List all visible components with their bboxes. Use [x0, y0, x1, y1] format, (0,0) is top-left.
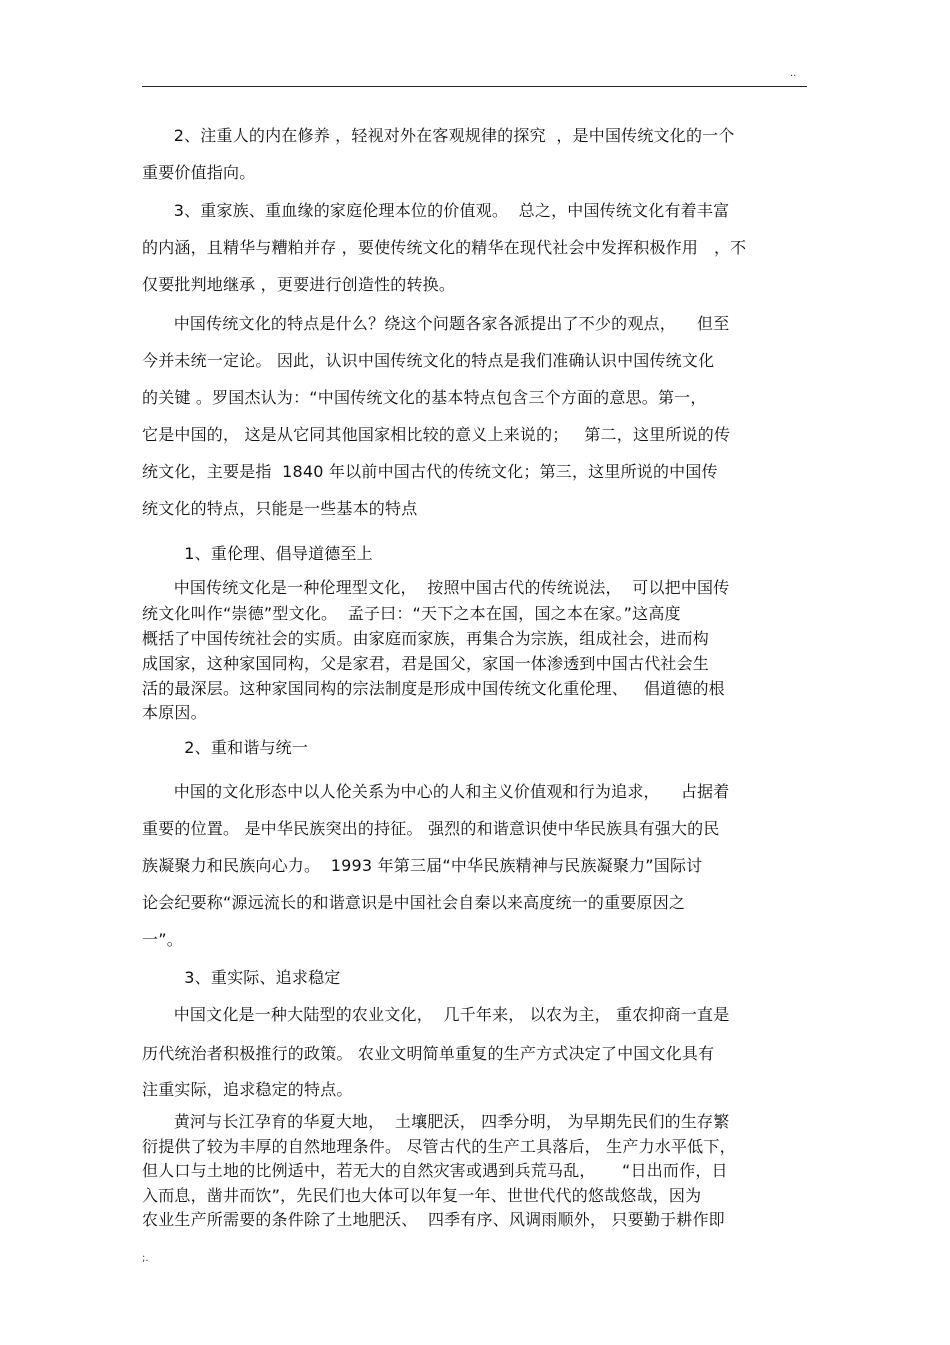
header-rule: [142, 86, 807, 87]
text-line: 3、重家族、重血缘的家庭伦理本位的价值观。 总之，中国传统文化有着丰富: [142, 201, 730, 220]
text-line: 一”。: [142, 930, 183, 949]
text-line: 统文化叫作“崇德”型文化。 孟子曰：“天下之本在国，国之本在家。”这高度: [142, 604, 681, 623]
footer-mark: ;.: [142, 1253, 149, 1264]
text-line: 活的最深层。这种家国同构的宗法制度是形成中国传统文化重伦理、 倡道德的根: [142, 679, 725, 698]
text-line: 中国的文化形态中以人伦关系为中心的人和主义价值观和行为追求， 占据着: [142, 782, 730, 801]
text-line: 黄河与长江孕育的华夏大地， 土壤肥沃， 四季分明， 为早期先民们的生存繁: [142, 1112, 730, 1131]
text-line: 2、注重人的内在修养 ，轻视对外在客观规律的探究 ，是中国传统文化的一个: [142, 126, 735, 145]
text-line: 今并未统一定论。 因此，认识中国传统文化的特点是我们准确认识中国传统文化: [142, 351, 715, 370]
text-line: 统文化的特点，只能是一些基本的特点: [142, 499, 418, 518]
text-line: 入而息，凿井而饮”，先民们也大体可以年复一年、世世代代的悠哉悠哉，因为: [142, 1186, 702, 1205]
text-line: 族凝聚力和民族向心力。 1993 年第三届“中华民族精神与民族凝聚力”国际讨: [142, 856, 703, 875]
text-line: 中国文化是一种大陆型的农业文化， 几千年来， 以农为主， 重农抑商一直是: [142, 1005, 730, 1024]
text-line: 中国传统文化的特点是什么？绕这个问题各家各派提出了不少的观点， 但至: [142, 314, 730, 333]
text-line: 的内涵，且精华与糟粕并存 ，要使传统文化的精华在现代社会中发挥积极作用 ，不: [142, 238, 747, 257]
section-heading: 1、重伦理、倡导道德至上: [142, 544, 373, 563]
text-line: 成国家，这种家国同构，父是家君，君是国父，家国一体渗透到中国古代社会生: [142, 654, 710, 673]
text-line: 统文化，主要是指 1840 年以前中国古代的传统文化；第三，这里所说的中国传: [142, 462, 718, 481]
text-line: 它是中国的， 这是从它同其他国家相比较的意义上来说的； 第二，这里所说的传: [142, 425, 731, 444]
text-line: 重要的位置。 是中华民族突出的持征。 强烈的和谐意识使中华民族具有强大的民: [142, 819, 720, 838]
text-line: 重要价值指向。: [142, 163, 256, 182]
text-line: 概括了中国传统社会的实质。由家庭而家族，再集合为宗族，组成社会，进而构: [142, 629, 710, 648]
text-line: 的关键 。罗国杰认为：“中国传统文化的基本特点包含三个方面的意思。第一，: [142, 388, 707, 407]
text-line: 中国传统文化是一种伦理型文化， 按照中国古代的传统说法， 可以把中国传: [142, 578, 730, 597]
text-line: 历代统治者积极推行的政策。 农业文明简单重复的生产方式决定了中国文化具有: [142, 1044, 715, 1063]
text-line: 仅要批判地继承 ，更要进行创造性的转换。: [142, 275, 456, 294]
header-mark: ..: [790, 68, 797, 79]
text-line: 但人口与土地的比例适中，若无大的自然灾害或遇到兵荒马乱， “日出而作，日: [142, 1161, 728, 1180]
section-heading: 3、重实际、追求稳定: [142, 968, 341, 987]
section-heading: 2、重和谐与统一: [142, 738, 309, 757]
text-line: 注重实际，追求稳定的特点。: [142, 1080, 353, 1099]
text-line: 农业生产所需要的条件除了土地肥沃、 四季有序、风调雨顺外， 只要勤于耕作即: [142, 1210, 725, 1229]
text-line: 本原因。: [142, 703, 207, 722]
text-line: 衍提供了较为丰厚的自然地理条件。 尽管古代的生产工具落后， 生产力水平低下，: [142, 1137, 736, 1156]
text-line: 论会纪要称“源远流长的和谐意识是中国社会自秦以来高度统一的重要原因之: [142, 893, 686, 912]
